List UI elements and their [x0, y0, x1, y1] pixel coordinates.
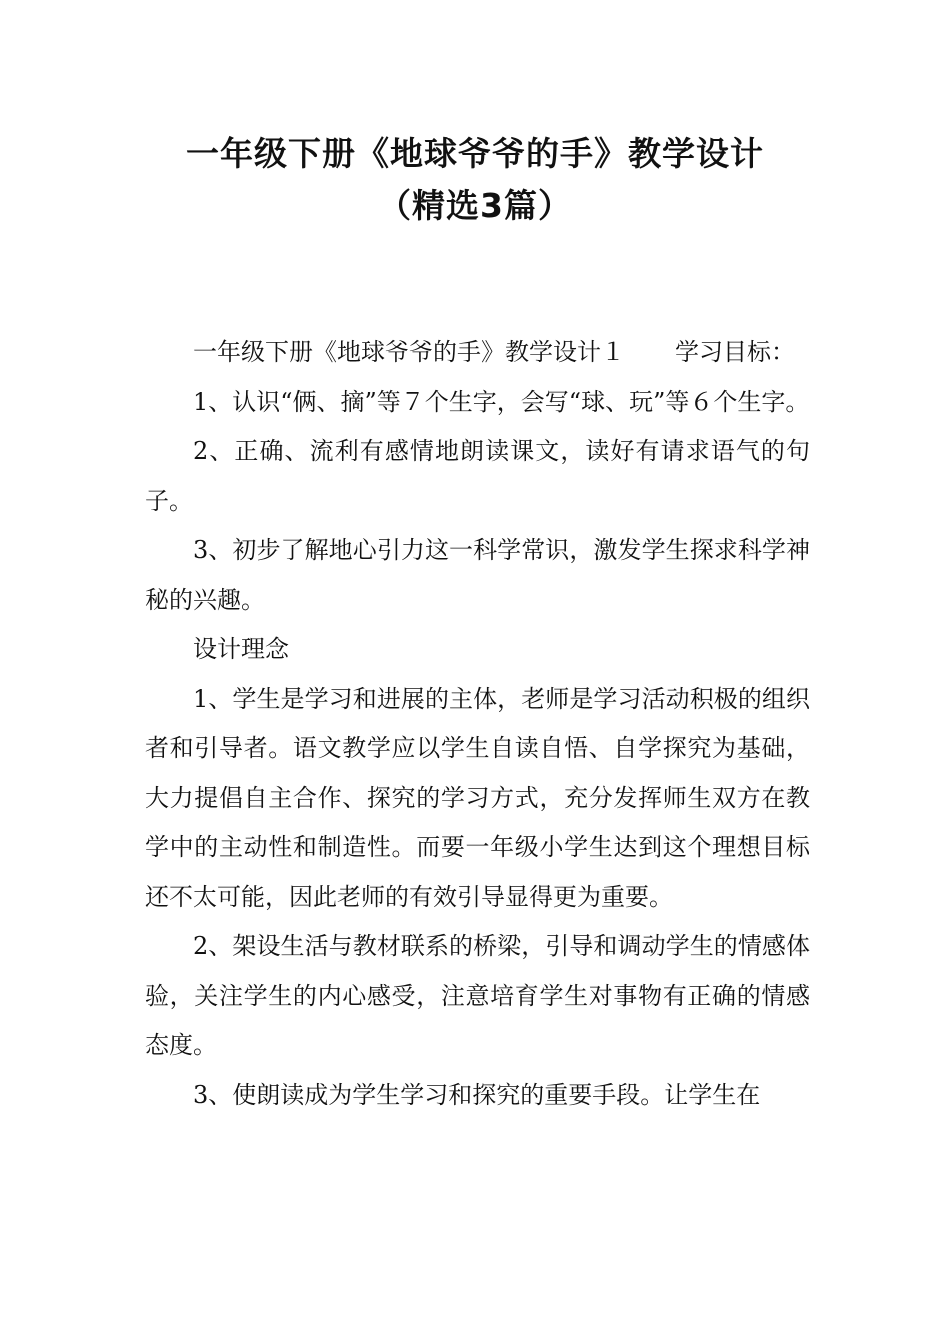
- paragraph-goal-3: 3、初步了解地心引力这一科学常识，激发学生探求科学神秘的兴趣。: [145, 536, 810, 614]
- paragraph-goal-2: 2、正确、流利有感情地朗读课文，读好有请求语气的句子。: [145, 437, 810, 515]
- design-concept-heading: 设计理念: [193, 635, 289, 663]
- paragraph-concept-2: 2、架设生活与教材联系的桥梁，引导和调动学生的情感体验，关注学生的内心感受，注意培育学生对事物有正确的情感态度。: [145, 932, 810, 1059]
- learning-goals-heading: 学习目标：: [675, 338, 795, 366]
- section-heading: 一年级下册《地球爷爷的手》教学设计１: [193, 338, 625, 366]
- paragraph-goal-1: 1、认识“俩、摘”等７个生字，会写“球、玩”等６个生字。: [193, 387, 810, 416]
- paragraph-concept-1: 1、学生是学习和进展的主体，老师是学习活动积极的组织者和引导者。语文教学应以学生自读自悟、自学探究为基础，大力提倡自主合作、探究的学习方式，充分发挥师生双方在教学中的主动性和制造性。而要一年级小学生达到这个理想目标还不太可能，因此老师的有效引导显得更为重要。: [145, 684, 810, 911]
- document-title-line-2: （精选3篇）: [378, 186, 572, 225]
- document-body: [145, 328, 810, 1120]
- paragraph-concept-3: 3、使朗读成为学生学习和探究的重要手段。让学生在: [193, 1080, 761, 1109]
- document-title-line-1: 一年级下册《地球爷爷的手》教学设计: [186, 134, 764, 173]
- section-heading-paragraph: [145, 328, 810, 378]
